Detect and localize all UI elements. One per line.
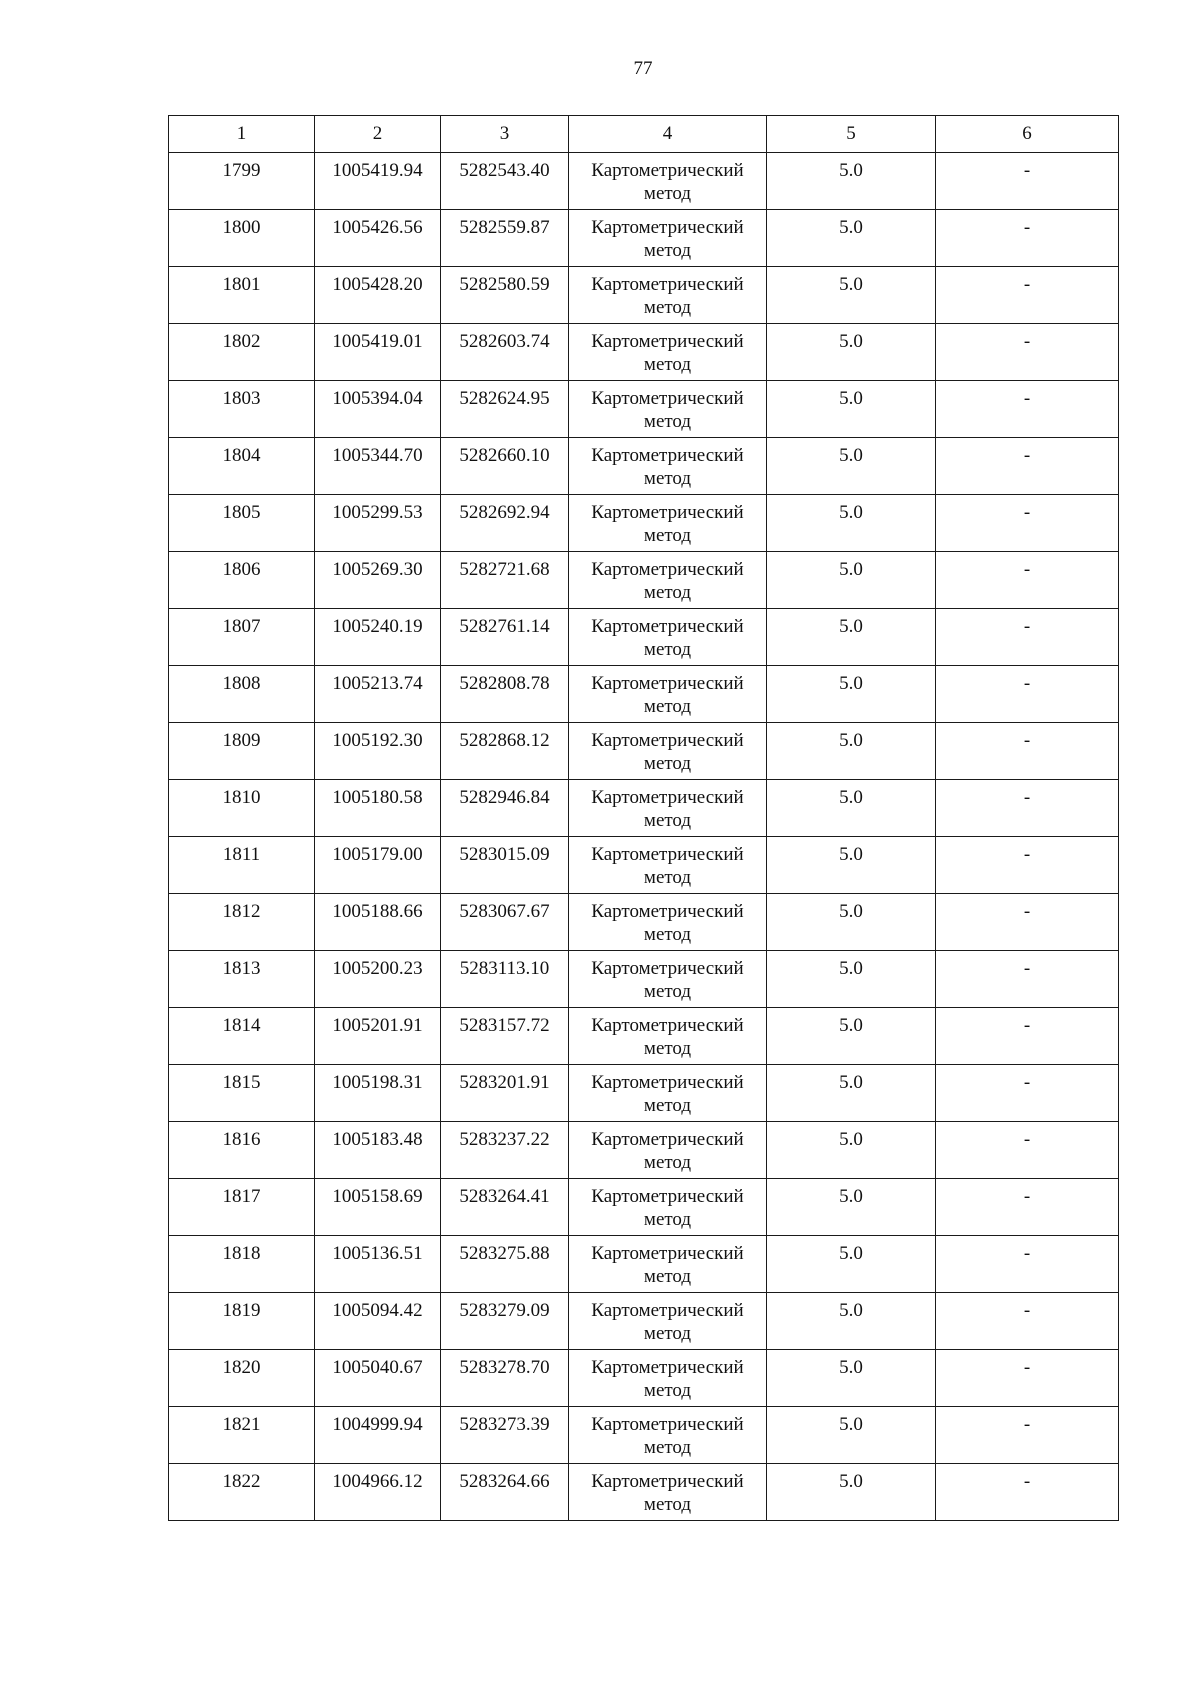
accuracy-cell: 5.0	[767, 837, 936, 894]
table-row	[169, 894, 1119, 951]
point-number-cell: 1820	[169, 1350, 315, 1407]
table-row	[169, 1236, 1119, 1293]
accuracy-cell: 5.0	[767, 1008, 936, 1065]
method-cell	[569, 1350, 767, 1407]
x-coordinate-cell: 1005344.70	[315, 438, 441, 495]
accuracy-cell: 5.0	[767, 267, 936, 324]
point-number-cell: 1804	[169, 438, 315, 495]
accuracy-cell: 5.0	[767, 1293, 936, 1350]
method-cell	[569, 210, 767, 267]
point-number-cell: 1816	[169, 1122, 315, 1179]
method-text: Картометрический	[591, 787, 744, 808]
method-cell	[569, 609, 767, 666]
method-text: метод	[643, 1437, 692, 1458]
note-cell: -	[936, 1293, 1119, 1350]
method-text: Картометрический	[591, 958, 744, 979]
method-text: метод	[643, 1494, 692, 1515]
accuracy-cell: 5.0	[767, 1464, 936, 1521]
y-coordinate-cell: 5283264.66	[441, 1464, 569, 1521]
note-cell: -	[936, 1122, 1119, 1179]
note-cell: -	[936, 1236, 1119, 1293]
x-coordinate-cell: 1005299.53	[315, 495, 441, 552]
accuracy-cell: 5.0	[767, 780, 936, 837]
point-number-cell: 1815	[169, 1065, 315, 1122]
x-coordinate-cell: 1005213.74	[315, 666, 441, 723]
note-cell: -	[936, 951, 1119, 1008]
note-cell: -	[936, 381, 1119, 438]
accuracy-cell: 5.0	[767, 153, 936, 210]
note-cell: -	[936, 837, 1119, 894]
y-coordinate-cell: 5282580.59	[441, 267, 569, 324]
column-header: 2	[315, 116, 441, 153]
x-coordinate-cell: 1005040.67	[315, 1350, 441, 1407]
method-text: Картометрический	[591, 730, 744, 751]
table-row	[169, 1065, 1119, 1122]
table-row	[169, 153, 1119, 210]
method-text: Картометрический	[591, 901, 744, 922]
point-number-cell: 1809	[169, 723, 315, 780]
y-coordinate-cell: 5282721.68	[441, 552, 569, 609]
x-coordinate-cell: 1005136.51	[315, 1236, 441, 1293]
method-cell	[569, 951, 767, 1008]
method-text: Картометрический	[591, 1129, 744, 1150]
table-row	[169, 552, 1119, 609]
y-coordinate-cell: 5283015.09	[441, 837, 569, 894]
point-number-cell: 1802	[169, 324, 315, 381]
accuracy-cell: 5.0	[767, 552, 936, 609]
method-text: метод	[643, 696, 692, 717]
method-text: Картометрический	[591, 1300, 744, 1321]
note-cell: -	[936, 780, 1119, 837]
point-number-cell: 1807	[169, 609, 315, 666]
accuracy-cell: 5.0	[767, 951, 936, 1008]
method-text: Картометрический	[591, 1471, 744, 1492]
method-cell	[569, 1122, 767, 1179]
y-coordinate-cell: 5282692.94	[441, 495, 569, 552]
table-row	[169, 1008, 1119, 1065]
point-number-cell: 1803	[169, 381, 315, 438]
point-number-cell: 1801	[169, 267, 315, 324]
y-coordinate-cell: 5283275.88	[441, 1236, 569, 1293]
x-coordinate-cell: 1005426.56	[315, 210, 441, 267]
table-row	[169, 1122, 1119, 1179]
point-number-cell: 1822	[169, 1464, 315, 1521]
accuracy-cell: 5.0	[767, 666, 936, 723]
y-coordinate-cell: 5282761.14	[441, 609, 569, 666]
note-cell: -	[936, 1350, 1119, 1407]
method-text: метод	[643, 468, 692, 489]
point-number-cell: 1800	[169, 210, 315, 267]
accuracy-cell: 5.0	[767, 609, 936, 666]
y-coordinate-cell: 5283264.41	[441, 1179, 569, 1236]
y-coordinate-cell: 5282868.12	[441, 723, 569, 780]
method-text: Картометрический	[591, 616, 744, 637]
table-row	[169, 324, 1119, 381]
method-text: Картометрический	[591, 331, 744, 352]
method-cell	[569, 837, 767, 894]
point-number-cell: 1813	[169, 951, 315, 1008]
method-text: Картометрический	[591, 388, 744, 409]
table-header-row	[169, 116, 1119, 153]
table-row	[169, 666, 1119, 723]
y-coordinate-cell: 5283067.67	[441, 894, 569, 951]
method-text: метод	[643, 525, 692, 546]
method-cell	[569, 324, 767, 381]
method-text: метод	[643, 582, 692, 603]
method-text: Картометрический	[591, 1414, 744, 1435]
point-number-cell: 1811	[169, 837, 315, 894]
y-coordinate-cell: 5283279.09	[441, 1293, 569, 1350]
column-header: 5	[767, 116, 936, 153]
y-coordinate-cell: 5283113.10	[441, 951, 569, 1008]
note-cell: -	[936, 210, 1119, 267]
method-text: метод	[643, 1323, 692, 1344]
method-text: Картометрический	[591, 160, 744, 181]
method-text: метод	[643, 1095, 692, 1116]
method-text: Картометрический	[591, 274, 744, 295]
table-body	[169, 153, 1119, 1521]
method-cell	[569, 894, 767, 951]
method-text: метод	[643, 240, 692, 261]
accuracy-cell: 5.0	[767, 210, 936, 267]
x-coordinate-cell: 1005201.91	[315, 1008, 441, 1065]
method-text: метод	[643, 354, 692, 375]
y-coordinate-cell: 5282808.78	[441, 666, 569, 723]
method-cell	[569, 153, 767, 210]
table-row	[169, 1293, 1119, 1350]
note-cell: -	[936, 894, 1119, 951]
table-row	[169, 723, 1119, 780]
x-coordinate-cell: 1005394.04	[315, 381, 441, 438]
method-text: Картометрический	[591, 844, 744, 865]
accuracy-cell: 5.0	[767, 1236, 936, 1293]
accuracy-cell: 5.0	[767, 438, 936, 495]
point-number-cell: 1799	[169, 153, 315, 210]
accuracy-cell: 5.0	[767, 324, 936, 381]
method-cell	[569, 552, 767, 609]
method-text: Картометрический	[591, 1015, 744, 1036]
method-text: Картометрический	[591, 1072, 744, 1093]
table-row	[169, 1179, 1119, 1236]
method-text: метод	[643, 411, 692, 432]
table-row	[169, 495, 1119, 552]
method-text: Картометрический	[591, 673, 744, 694]
note-cell: -	[936, 609, 1119, 666]
x-coordinate-cell: 1005180.58	[315, 780, 441, 837]
y-coordinate-cell: 5282543.40	[441, 153, 569, 210]
point-number-cell: 1805	[169, 495, 315, 552]
point-number-cell: 1806	[169, 552, 315, 609]
y-coordinate-cell: 5283201.91	[441, 1065, 569, 1122]
note-cell: -	[936, 1008, 1119, 1065]
method-text: метод	[643, 810, 692, 831]
y-coordinate-cell: 5283273.39	[441, 1407, 569, 1464]
x-coordinate-cell: 1005188.66	[315, 894, 441, 951]
method-text: Картометрический	[591, 1357, 744, 1378]
method-cell	[569, 267, 767, 324]
note-cell: -	[936, 495, 1119, 552]
table-row	[169, 837, 1119, 894]
accuracy-cell: 5.0	[767, 1122, 936, 1179]
note-cell: -	[936, 666, 1119, 723]
x-coordinate-cell: 1005158.69	[315, 1179, 441, 1236]
page-number: 77	[633, 58, 653, 79]
table-row	[169, 381, 1119, 438]
method-text: Картометрический	[591, 502, 744, 523]
method-cell	[569, 780, 767, 837]
method-text: метод	[643, 1152, 692, 1173]
x-coordinate-cell: 1005269.30	[315, 552, 441, 609]
column-header: 1	[169, 116, 315, 153]
point-number-cell: 1817	[169, 1179, 315, 1236]
method-text: метод	[643, 639, 692, 660]
method-cell	[569, 1407, 767, 1464]
column-header: 4	[569, 116, 767, 153]
y-coordinate-cell: 5282660.10	[441, 438, 569, 495]
method-text: метод	[643, 1380, 692, 1401]
method-cell	[569, 723, 767, 780]
method-text: метод	[643, 753, 692, 774]
column-header: 3	[441, 116, 569, 153]
method-cell	[569, 666, 767, 723]
table-row	[169, 210, 1119, 267]
method-cell	[569, 495, 767, 552]
x-coordinate-cell: 1005183.48	[315, 1122, 441, 1179]
x-coordinate-cell: 1005419.94	[315, 153, 441, 210]
table-row	[169, 1350, 1119, 1407]
note-cell: -	[936, 1407, 1119, 1464]
y-coordinate-cell: 5282624.95	[441, 381, 569, 438]
point-number-cell: 1819	[169, 1293, 315, 1350]
point-number-cell: 1812	[169, 894, 315, 951]
note-cell: -	[936, 153, 1119, 210]
note-cell: -	[936, 723, 1119, 780]
point-number-cell: 1808	[169, 666, 315, 723]
note-cell: -	[936, 438, 1119, 495]
table-row	[169, 1407, 1119, 1464]
y-coordinate-cell: 5282603.74	[441, 324, 569, 381]
method-text: метод	[643, 297, 692, 318]
table-row	[169, 780, 1119, 837]
note-cell: -	[936, 1065, 1119, 1122]
note-cell: -	[936, 1179, 1119, 1236]
method-text: Картометрический	[591, 559, 744, 580]
y-coordinate-cell: 5282946.84	[441, 780, 569, 837]
method-text: метод	[643, 924, 692, 945]
x-coordinate-cell: 1005200.23	[315, 951, 441, 1008]
note-cell: -	[936, 324, 1119, 381]
accuracy-cell: 5.0	[767, 723, 936, 780]
table-row	[169, 267, 1119, 324]
method-cell	[569, 381, 767, 438]
method-text: метод	[643, 981, 692, 1002]
y-coordinate-cell: 5283157.72	[441, 1008, 569, 1065]
point-number-cell: 1810	[169, 780, 315, 837]
method-text: Картометрический	[591, 217, 744, 238]
x-coordinate-cell: 1005192.30	[315, 723, 441, 780]
accuracy-cell: 5.0	[767, 1179, 936, 1236]
method-cell	[569, 1293, 767, 1350]
x-coordinate-cell: 1004999.94	[315, 1407, 441, 1464]
y-coordinate-cell: 5282559.87	[441, 210, 569, 267]
method-text: Картометрический	[591, 445, 744, 466]
table-row	[169, 438, 1119, 495]
accuracy-cell: 5.0	[767, 894, 936, 951]
accuracy-cell: 5.0	[767, 495, 936, 552]
note-cell: -	[936, 267, 1119, 324]
x-coordinate-cell: 1004966.12	[315, 1464, 441, 1521]
accuracy-cell: 5.0	[767, 1350, 936, 1407]
point-number-cell: 1818	[169, 1236, 315, 1293]
method-text: метод	[643, 1209, 692, 1230]
method-cell	[569, 1464, 767, 1521]
table-row	[169, 609, 1119, 666]
point-number-cell: 1821	[169, 1407, 315, 1464]
y-coordinate-cell: 5283237.22	[441, 1122, 569, 1179]
method-text: Картометрический	[591, 1243, 744, 1264]
x-coordinate-cell: 1005419.01	[315, 324, 441, 381]
method-text: метод	[643, 1038, 692, 1059]
coordinates-table	[168, 115, 1119, 1521]
point-number-cell: 1814	[169, 1008, 315, 1065]
note-cell: -	[936, 1464, 1119, 1521]
accuracy-cell: 5.0	[767, 1407, 936, 1464]
table-row	[169, 1464, 1119, 1521]
x-coordinate-cell: 1005198.31	[315, 1065, 441, 1122]
method-cell	[569, 1008, 767, 1065]
method-cell	[569, 438, 767, 495]
method-text: метод	[643, 183, 692, 204]
column-header: 6	[936, 116, 1119, 153]
x-coordinate-cell: 1005428.20	[315, 267, 441, 324]
method-cell	[569, 1236, 767, 1293]
x-coordinate-cell: 1005240.19	[315, 609, 441, 666]
table-row	[169, 951, 1119, 1008]
method-text: метод	[643, 867, 692, 888]
accuracy-cell: 5.0	[767, 381, 936, 438]
y-coordinate-cell: 5283278.70	[441, 1350, 569, 1407]
x-coordinate-cell: 1005179.00	[315, 837, 441, 894]
method-text: Картометрический	[591, 1186, 744, 1207]
method-cell	[569, 1179, 767, 1236]
x-coordinate-cell: 1005094.42	[315, 1293, 441, 1350]
accuracy-cell: 5.0	[767, 1065, 936, 1122]
method-text: метод	[643, 1266, 692, 1287]
method-cell	[569, 1065, 767, 1122]
note-cell: -	[936, 552, 1119, 609]
